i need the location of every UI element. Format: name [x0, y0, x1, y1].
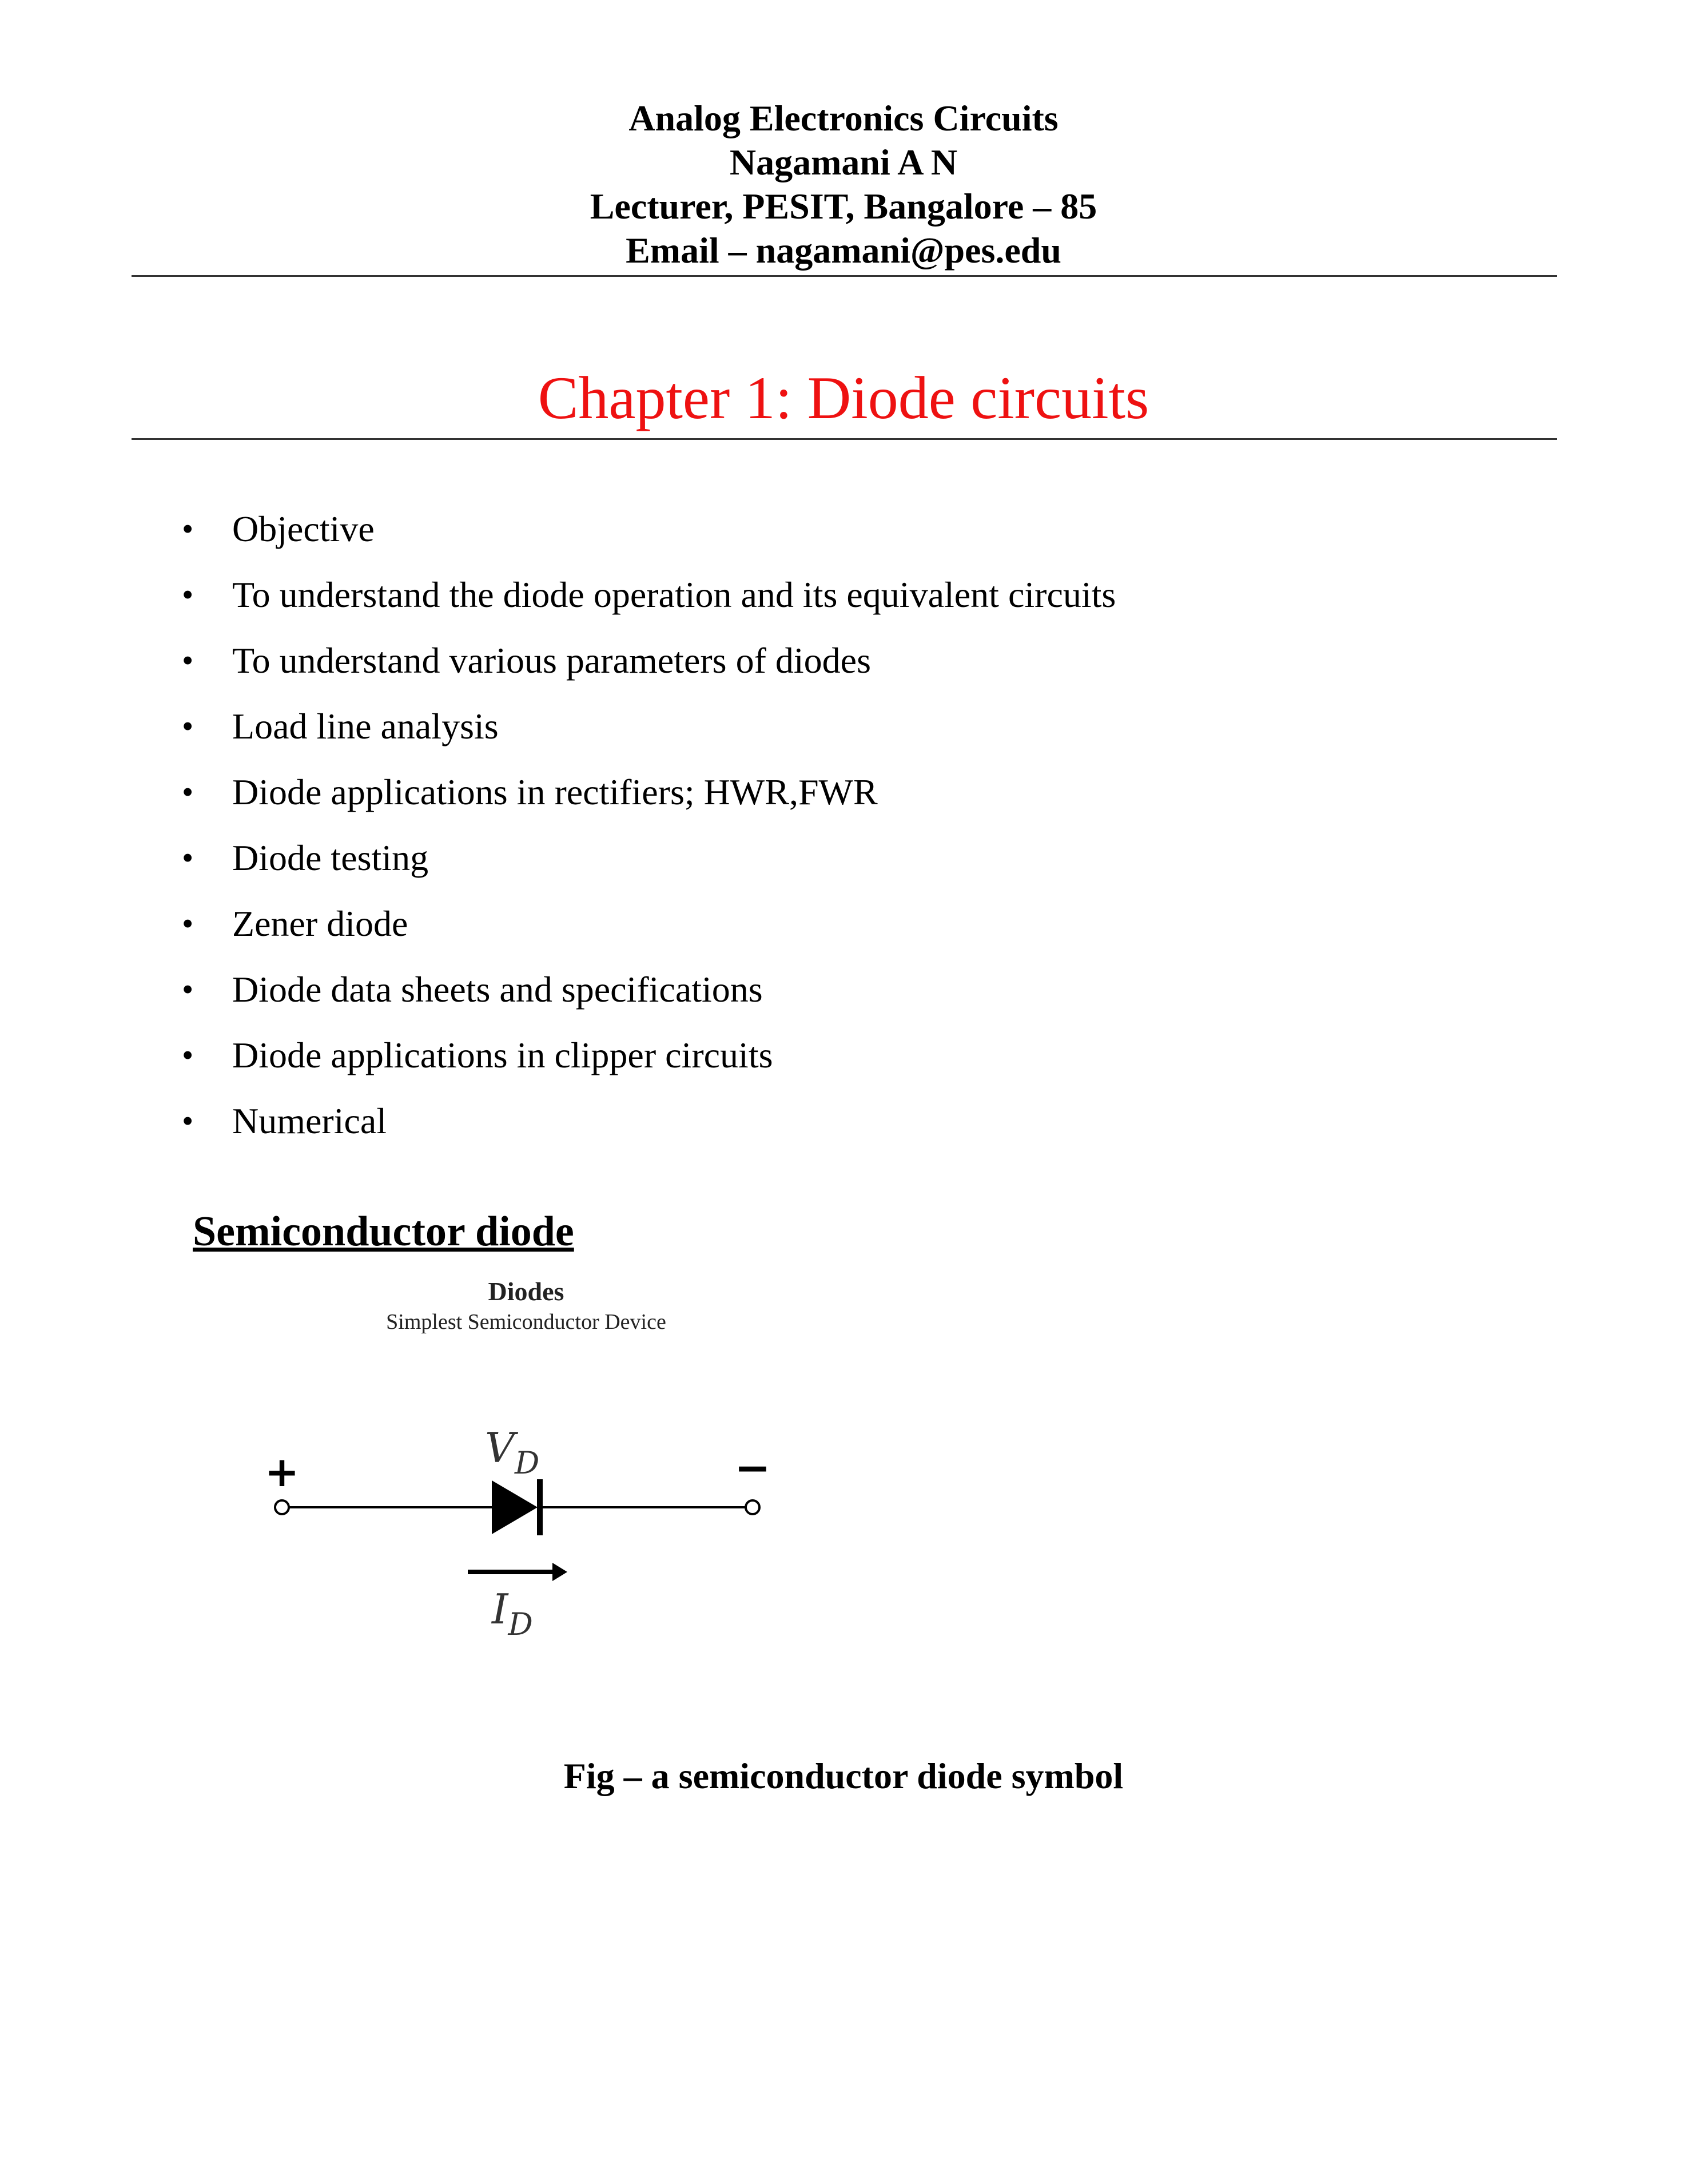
objective-text: Diode applications in clipper circuits [232, 1035, 773, 1075]
objective-text: Diode data sheets and specifications [232, 969, 763, 1010]
cathode-terminal [746, 1500, 759, 1514]
figure-title: Diodes [488, 1277, 564, 1306]
current-label [491, 1585, 533, 1642]
objective-text: Zener diode [232, 903, 408, 944]
header-divider [132, 275, 1557, 277]
voltage-subscript: D [515, 1445, 540, 1481]
bullet-glyph: • [182, 1102, 194, 1139]
objective-text: To understand various parameters of diodes [232, 640, 871, 681]
bullet-glyph: • [182, 510, 194, 547]
bullet-glyph: • [182, 773, 194, 811]
voltage-label [485, 1424, 539, 1481]
bullet-glyph: • [182, 642, 194, 679]
chapter-title: Chapter 1: Diode circuits [538, 364, 1149, 431]
objective-text: To understand the diode operation and its equivalent circuits [232, 574, 1116, 615]
bullet-glyph: • [182, 708, 194, 745]
bullet-glyph: • [182, 905, 194, 942]
author-name: Nagamani A N [729, 142, 958, 182]
minus-sign-label: − [734, 1442, 771, 1493]
bullet-glyph: • [182, 839, 194, 876]
objective-text: Diode testing [232, 837, 429, 878]
voltage-symbol: V [485, 1424, 515, 1472]
author-email: Email – nagamani@pes.edu [626, 230, 1061, 271]
current-arrow-head [552, 1563, 567, 1581]
objective-text: Numerical [232, 1101, 387, 1141]
section-heading: Semiconductor diode [193, 1208, 574, 1255]
diode-symbol-diagram [252, 1270, 835, 1682]
author-position: Lecturer, PESIT, Bangalore – 85 [590, 186, 1097, 227]
diode-figure [252, 1270, 835, 1682]
anode-terminal [275, 1500, 289, 1514]
diode-triangle [492, 1480, 538, 1534]
bullet-glyph: • [182, 971, 194, 1008]
figure-subtitle: Simplest Semiconductor Device [386, 1310, 666, 1334]
figure-caption: Fig – a semiconductor diode symbol [563, 1756, 1124, 1796]
bullet-glyph: • [182, 1037, 194, 1074]
current-symbol: I [492, 1585, 508, 1633]
course-title: Analog Electronics Circuits [628, 98, 1059, 138]
objective-text: Load line analysis [232, 706, 499, 746]
objective-text: Objective [232, 509, 375, 549]
objective-text: Diode applications in rectifiers; HWR,FWR [232, 772, 878, 812]
document-header [0, 96, 1687, 272]
chapter-divider [132, 438, 1557, 440]
plus-sign-label: + [264, 1448, 300, 1496]
current-subscript: D [508, 1606, 533, 1642]
bullet-glyph: • [182, 576, 194, 613]
